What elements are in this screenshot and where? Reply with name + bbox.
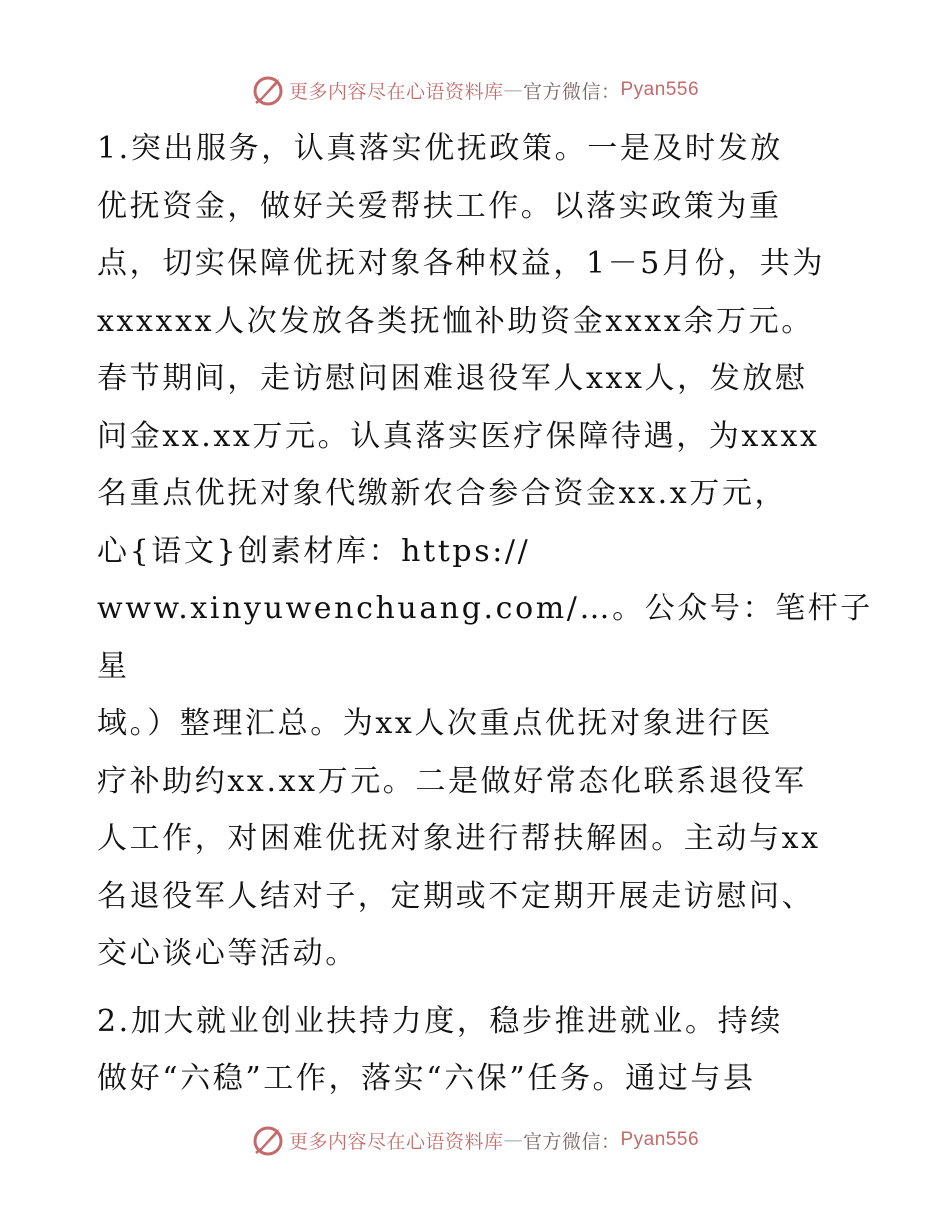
wechat-id: Pyan556	[620, 1129, 700, 1150]
footer-banner	[0, 1123, 950, 1157]
text-line: 春节期间，走访慰问困难退役军人xxx人，发放慰	[97, 361, 808, 396]
text-line: 心{语文}创素材库：https://	[97, 533, 531, 569]
document-body	[97, 120, 897, 1108]
paragraph-2	[97, 993, 897, 1108]
pen-logo-icon	[251, 1123, 285, 1157]
text-line: 域。）整理汇总。为xx人次重点优抚对象进行医	[97, 706, 774, 741]
text-line: 人工作，对困难优抚对象进行帮扶解困。主动与xx	[97, 821, 821, 856]
paragraph-1	[97, 120, 897, 983]
pen-logo-icon	[251, 73, 285, 107]
text-line: 疗补助约xx.xx万元。二是做好常态化联系退役军	[97, 763, 807, 799]
library-text: 更多内容尽在心语资料库	[288, 1130, 504, 1153]
wechat-id: Pyan556	[620, 79, 700, 100]
library-text: 更多内容尽在心语资料库	[288, 80, 504, 103]
separator: —	[503, 79, 523, 101]
header-banner	[0, 73, 950, 107]
text-line: 做好“六稳”工作，落实“六保”任务。通过与县	[97, 1061, 756, 1096]
text-line: 2.加大就业创业扶持力度，稳步推进就业。持续	[97, 1003, 783, 1039]
text-line: 问金xx.xx万元。认真落实医疗保障待遇，为xxxx	[97, 418, 820, 454]
wechat-label: 官方微信：	[522, 80, 621, 103]
text-line: 优抚资金，做好关爱帮扶工作。以落实政策为重	[97, 188, 782, 224]
separator: —	[503, 1129, 523, 1151]
text-line: 交心谈心等活动。	[97, 936, 358, 971]
text-line: 1.突出服务，认真落实优抚政策。一是及时发放	[97, 131, 783, 166]
text-line: 名退役军人结对子，定期或不定期开展走访慰问、	[97, 878, 815, 914]
text-line: xxxxxx人次发放各类抚恤补助资金xxxx余万元。	[97, 303, 814, 339]
text-line: 点，切实保障优抚对象各种权益，1－5月份，共为	[97, 246, 825, 281]
text-line: www.xinyuwenchuang.com/…。公众号：笔杆子星	[97, 591, 873, 684]
text-line: 名重点优抚对象代缴新农合参合资金xx.x万元，	[97, 476, 788, 511]
wechat-label: 官方微信：	[522, 1130, 621, 1153]
